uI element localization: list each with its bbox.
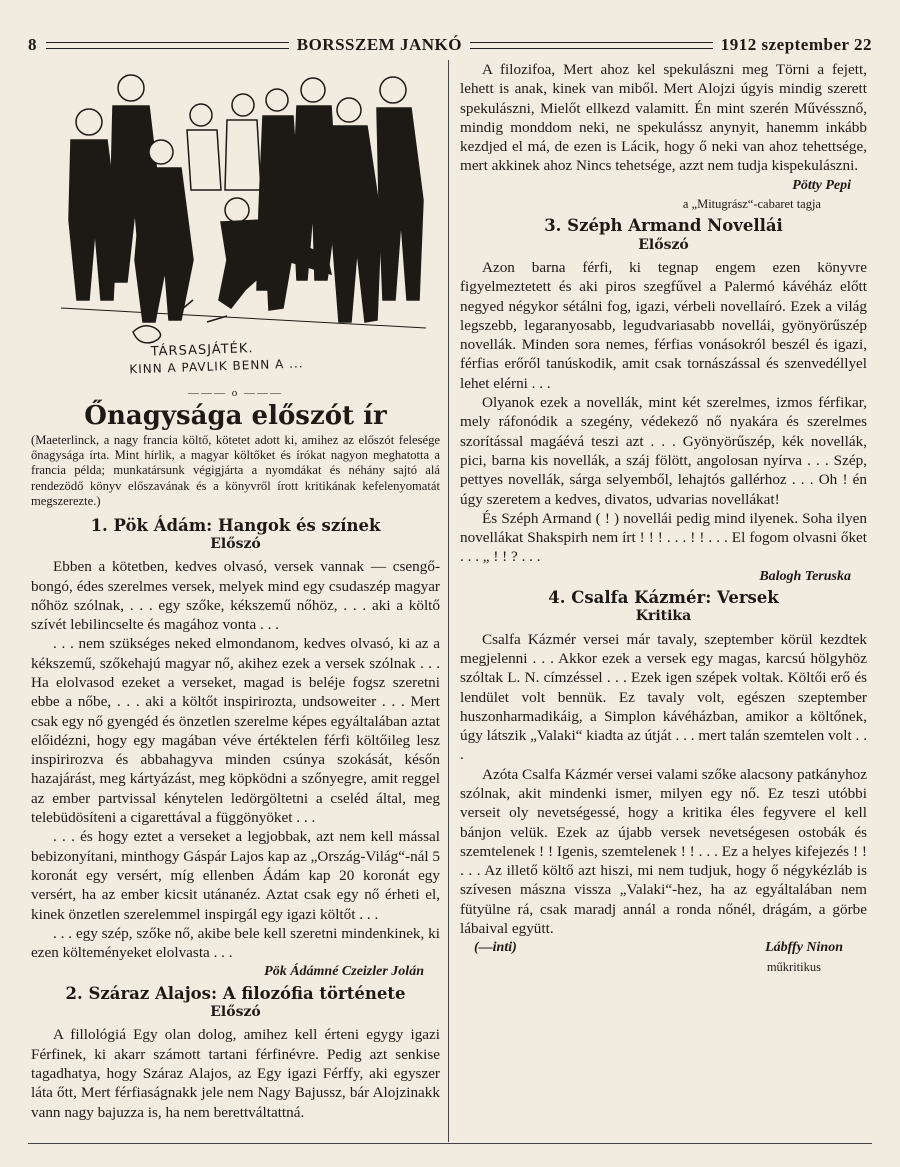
- column-divider: [448, 60, 449, 1142]
- section-2-signature-note: a „Mitugrász“-cabaret tagja: [682, 197, 821, 212]
- article-intro: (Maeterlinck, a nagy francia költő, kötetet adott ki, amihez az előszót felesége őnagysága írta. Mint hírlik, a magyar költőket és írókat nagyon meghatotta a francia példa; munkatársunk végigjárta a nyomdákat és néhány sajtó alá rendezödő könyv előszavának és a könyvről írott kritikának kefelenyomatát megszerezte.): [31, 432, 440, 509]
- cartoon-caption: [129, 339, 304, 377]
- left-column: [31, 60, 440, 1122]
- section-4-subheading: Kritika: [635, 608, 692, 625]
- section-4-paragraph: Azóta Csalfa Kázmér versei valami szőke alacsony patkányhoz szólnak, akit mindenki ismer, milyen egy nő. Ez teszi utóbbi verseit oly nevetségessé, hogy a kritika éles fegyvere el kell bánjon velük. Ezek az újabb versek nevetségesen ostobák és szemtelenek ! ! Igenis, szemtelenek ! ! . . . Ez a helyes kifejezés ! ! . . . Az illető költő azt hiszi, mi nem tudjuk, hogy ő négykézláb is szívesen mászna vissza „Valaki“-hez, ha az egyáltalában nem fütyülne rá, csak maradj annál a ronda nőnél, drágám, a görbe lábaival együtt.: [460, 765, 868, 938]
- section-2-signature: Pötty Pepi: [792, 177, 851, 193]
- cartoon-drawing: [31, 60, 440, 380]
- masthead-title: BORSSZEM JANKÓ: [296, 35, 462, 54]
- article-title: Őnagysága előszót ír: [84, 401, 387, 432]
- section-3-signature: Balogh Teruska: [759, 568, 851, 584]
- section-3-heading: 3. Széph Armand Novellái: [544, 216, 783, 236]
- page-number: 8: [28, 35, 37, 54]
- section-1-subheading: Előszó: [210, 535, 261, 552]
- section-1-paragraph: . . . nem szükséges neked elmondanom, kedves olvasó, ki az a kékszemű, szőkehajú magyar nő, akihez ezek a versek szólnak . . . Ha elolvasod ezeket a verseket, magad is beléje fogsz szeretni ebbe a nőbe, . . . aki a költőt inspirirozta, undsoweiter . . . Mert csak egy nő gyengéd és önzetlen szerelme képes egyáltalában aztat előidézni, hogy egy magában véve értéktelen férfi költőileg lesz inspirirozva és abbahagyva minden csúnya szokását, későn hazajárást, meg kártyázást, meg köpködni a szőnyegre, amit reggel az ember partvissal kénytelen ledörgöltetni a cseléd által, meg telebüdösíteni a cigarettával a függönyöket . . .: [31, 635, 440, 827]
- cartoon-illustration: [31, 60, 440, 380]
- right-column: [460, 60, 867, 977]
- section-3-paragraph: Olyanok ezek a novellák, mint két szerelmes, izmos férfikar, mely ráfonódik a szegény, védekező nő nyakára és szerelmes szorítással magáévá teszi azt . . . Gyönyörűszép, kék novellák, pici, barna kis novellák, a száj fölött, angolosan nyírva . . . Szép, pettyes novellák, sárga selyemből, lehajtós gallérhoz . . . Oh ! én úgy szeretem a kedves, divatos, udvarias novellákat!: [460, 394, 867, 508]
- section-4-aside: (—inti): [474, 940, 517, 956]
- section-2-heading: 2. Száraz Alajos: A filozófia története: [65, 983, 406, 1003]
- page-header: [28, 34, 872, 56]
- section-3-paragraph: Azon barna férfi, ki tegnap engem ezen könyvre figyelmeztetett és aki piros szegfűvel a Palermó kávéház előtt negyed négykor sétálni fog, igazi, vérbeli novellaíró. Ezek a világ legszebb, legaranyosabb, legudvariasabb novellái, gyönyörűszép novellák. Minden sora nemes, férfias vonásokról beszél és igazi, férfias erőről tanúskodik, amit csak tornászással és szenvedéllyel lehet elérni . . .: [460, 258, 867, 392]
- caption-line-2: KINN A PAVLIK BENN A ...: [129, 356, 304, 377]
- section-1-heading: 1. Pök Ádám: Hangok és színek: [90, 515, 381, 535]
- section-1-signature: Pök Ádámné Czeizler Jolán: [264, 964, 424, 980]
- section-2-paragraph: A fillológiá Egy olan dolog, amihez kell érteni egygy igazi Férfinek, ki akarr számott tartani férfinévre. Pedig azt senkise tagadhatya, hogy Száraz Alajos, az Egy igazi Férffy, aki egyszer láta őtt, Mert férfiaságnakk jele nem Nagy Bajussz, bár Alojzinakk vann nagy bajuzza is, ha nem berettváltattná.: [31, 1026, 440, 1121]
- section-4-paragraph: Csalfa Kázmér versei már tavaly, szeptember körül kezdtek megjelenni . . . Akkor ezek a versek egy magas, karcsú hölgyhöz szóltak L. N. címzéssel . . . Ezek igen szépek voltak. Költői erő és lendület volt bennük. Ez tavaly volt, egészen szeptember huszonharmadikáig, a Simplon kávéházban, amikor a költőnek, úgy látszik „Valaki“ kiadta az útját . . . mert talán szemtelen volt . . .: [460, 630, 867, 764]
- section-3-subheading: Előszó: [638, 236, 689, 253]
- section-4-signature: Lábffy Ninon: [765, 940, 843, 956]
- section-4-heading: 4. Csalfa Kázmér: Versek: [548, 588, 779, 608]
- title-ornament: ——— o ———: [188, 387, 283, 399]
- section-1-paragraph: Ebben a kötetben, kedves olvasó, versek vannak — csengő-bongó, édes szerelmes versek, melyek mind egy csudaszép magyar nőhöz szólnak, . . . egy szőke, kékszemű nőhöz, . . . aki a költő szívét lebilincselte és magához vonta . . .: [31, 558, 440, 634]
- section-1-paragraph: . . . egy szép, szőke nő, akibe bele kell szeretni mindenkinek, ki ezen költeményeket elolvasta . . .: [31, 924, 440, 962]
- section-1-paragraph: . . . és hogy eztet a verseket a legjobbak, azt nem kell mással bebizonyítani, minthogy Gáspár Lajos kap az „Ország-Világ“-nál 5 koronát egy versért, míg ellenben Ádám kap 20 koronát egy versért, ha az ember kicsit utánanéz. Aztat csak egy nő érheti el, kinek önzetlen szerelemmel inspirgál egy igazi költőt . . .: [31, 828, 441, 923]
- header-rule-right: [470, 42, 713, 49]
- section-4-signature-note: műkritikus: [766, 959, 821, 974]
- section-2-paragraph: A filozifoa, Mert ahoz kel spekulászni meg Törni a fejett, lehett is anak, kinek van miből. Mert Alojzi úgyis mindig szerett spekulászni, Mielőt ellkezd valamitt. Én mint szerén Művéssznő, mindig monddom neki, ne spekulássz anynyit, hanemm inkább kezdjed el má, de ezen is Lácik, hogy ő neki van ahoz tehettsége, mert akkinek ahoz Nincs tehetsége, azzt nem tudja kispekulászni.: [460, 61, 867, 175]
- caption-line-1: TÁRSASJÁTÉK.: [150, 341, 254, 360]
- section-3-paragraph: És Széph Armand ( ! ) novellái pedig mind ilyenek. Soha ilyen novellákat Shakspirh nem írt ! ! ! . . . ! ! . . . El fogom olvasni őket . . . „ ! ! ? . . .: [460, 509, 867, 566]
- issue-date: 1912 szeptember 22: [720, 35, 873, 54]
- header-rule-left: [46, 42, 289, 49]
- bottom-rule: [28, 1143, 872, 1144]
- section-4-signature-line: [460, 938, 867, 957]
- section-2-subheading: Előszó: [210, 1004, 261, 1021]
